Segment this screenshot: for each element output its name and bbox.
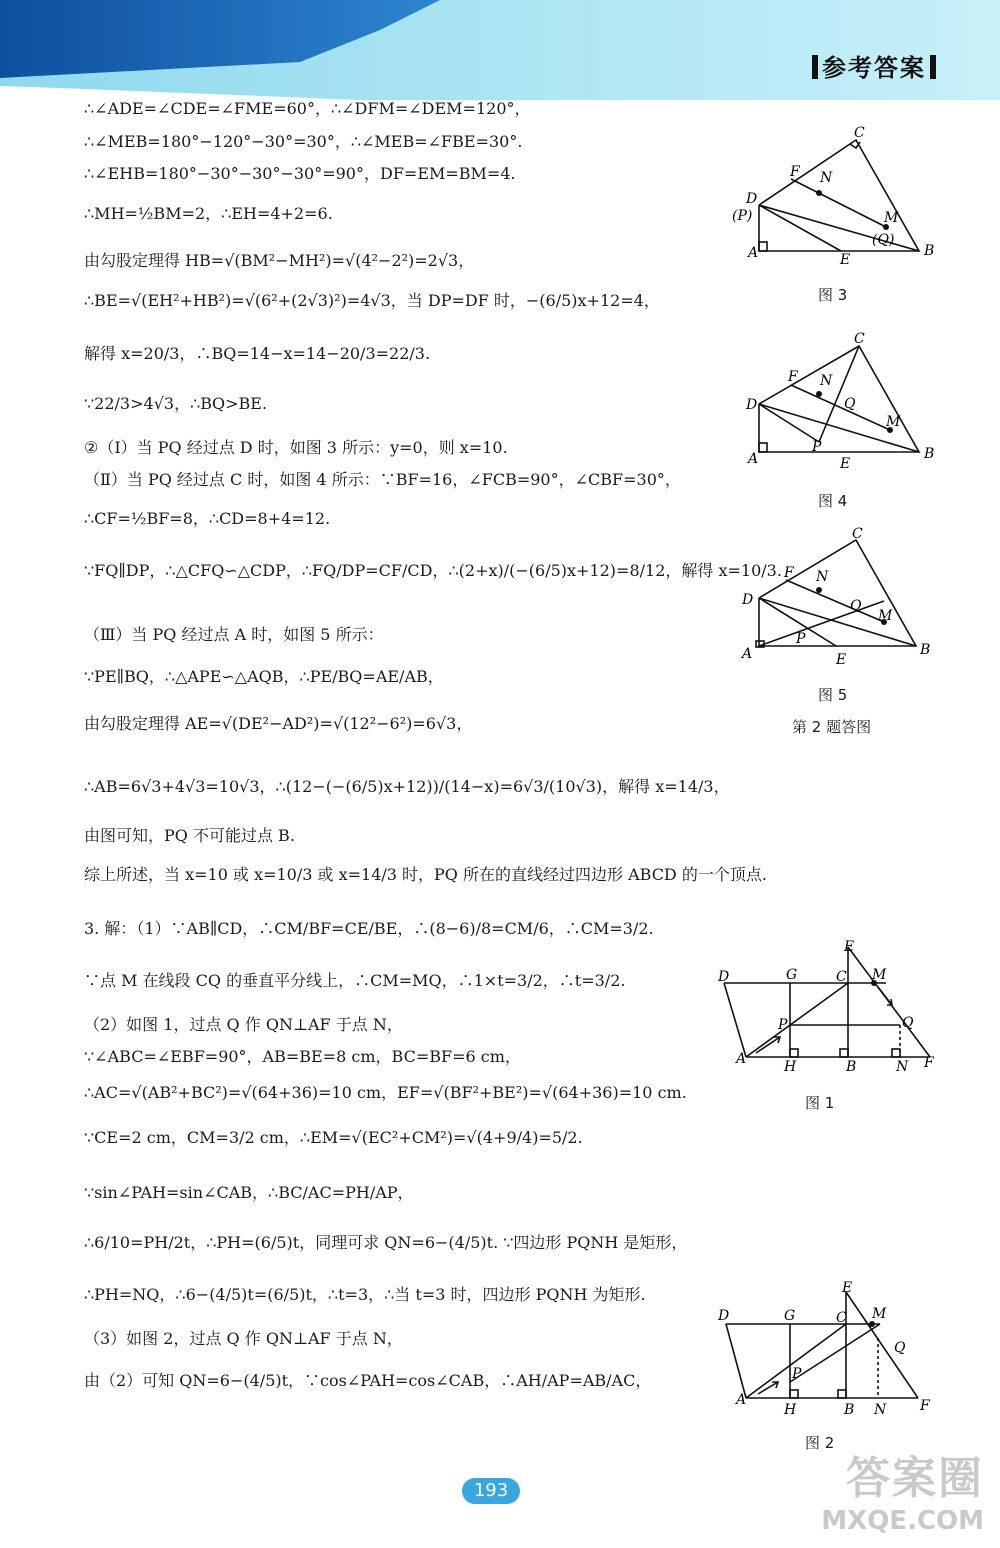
solution-line: ∴∠ADE=∠CDE=∠FME=60°，∴∠DFM=∠DEM=120°， (84, 99, 531, 118)
figure-5 (726, 522, 946, 672)
label: B (920, 642, 931, 658)
label: C (836, 969, 847, 985)
solution-line: ∴AB=6√3+4√3=10√3，∴(12−(−(6/5)x+12))/(14−x)=6√3/(10√3)，解得 x=14/3， (84, 777, 730, 796)
label: M (872, 1306, 887, 1322)
label: N (820, 373, 833, 389)
label: E (842, 1280, 853, 1296)
solution-line: ∵点 M 在线段 CQ 的垂直平分线上，∴CM=MQ，∴1×t=3/2，∴t=3/2. (84, 971, 626, 990)
label: N (874, 1402, 887, 1418)
label: F (920, 1398, 930, 1414)
label: N (820, 170, 833, 186)
watermark (821, 1442, 984, 1536)
label: M (884, 210, 899, 226)
solution-line: ∵∠ABC=∠EBF=90°，AB=BE=8 cm，BC=BF=6 cm， (84, 1047, 521, 1066)
label: Q (850, 598, 862, 614)
solution-line: （Ⅲ）当 PQ 经过点 A 时，如图 5 所示： (84, 625, 384, 644)
solution-line: ∴AC=√(AB²+BC²)=√(64+36)=10 cm，EF=√(BF²+BE²)=√(64+36)=10 cm. (84, 1083, 687, 1102)
solution-line: 综上所述，当 x=10 或 x=10/3 或 x=14/3 时，PQ 所在的直线经过四边形 ABCD 的一个顶点. (84, 865, 767, 884)
solution-line: ∴BE=√(EH²+HB²)=√(6²+(2√3)²)=4√3，当 DP=DF 时，−(6/5)x+12=4， (84, 291, 660, 310)
label: G (786, 967, 798, 983)
label: A (736, 1051, 747, 1067)
label: M (878, 608, 893, 624)
label: E (840, 252, 851, 268)
label: (P) (732, 208, 753, 224)
label: E (840, 456, 851, 472)
solution-line: ∴PH=NQ，∴6−(4/5)t=(6/5)t，∴t=3，∴当 t=3 时，四边形 PQNH 为矩形. (84, 1285, 646, 1304)
solution-line: （2）如图 1，过点 Q 作 QN⊥AF 于点 N， (84, 1015, 403, 1034)
solution-line: ∴∠MEB=180°−120°−30°=30°，∴∠MEB=∠FBE=30°. (84, 132, 523, 151)
label: E (844, 939, 855, 955)
solution-line: ∵CE=2 cm，CM=3/2 cm，∴EM=√(EC²+CM²)=√(4+9/4)=5/2. (84, 1128, 583, 1147)
figure-2 (712, 1278, 952, 1423)
solution-line: （3）如图 2，过点 Q 作 QN⊥AF 于点 N， (84, 1329, 403, 1348)
label: P (812, 439, 822, 455)
solution-line: ∴CF=½BF=8，∴CD=8+4=12. (84, 509, 331, 528)
label: G (784, 1308, 796, 1324)
label: A (742, 646, 753, 662)
page-number: 193 (462, 1478, 520, 1504)
label: F (788, 369, 798, 385)
solution-line: ∵FQ∥DP，∴△CFQ∽△CDP，∴FQ/DP=CF/CD，∴(2+x)/(−(6/5)x+12)=8/12，解得 x=10/3. (84, 561, 782, 580)
label: D (718, 969, 730, 985)
label: P (792, 1366, 802, 1382)
label: F (924, 1055, 934, 1071)
label: H (784, 1059, 797, 1075)
solution-line: 3. 解：（1）∵AB∥CD，∴CM/BF=CE/BE，∴(8−6)/8=CM/6，∴CM=3/2. (84, 919, 654, 938)
label: F (790, 164, 800, 180)
solution-line: ∴∠EHB=180°−30°−30°−30°=90°，DF=EM=BM=4. (84, 164, 516, 183)
solution-line: 由勾股定理得 AE=√(DE²−AD²)=√(12²−6²)=6√3， (84, 714, 473, 733)
label: A (736, 1392, 747, 1408)
label: D (746, 397, 758, 413)
label: C (836, 1310, 847, 1326)
label: C (854, 125, 865, 141)
solution-line: ∵22/3>4√3，∴BQ>BE. (84, 394, 268, 413)
label: Q (894, 1340, 906, 1356)
label: H (784, 1402, 797, 1418)
label: D (742, 592, 754, 608)
label: A (748, 451, 759, 467)
figure-5-caption: 图 5 (818, 686, 848, 704)
label: E (836, 652, 847, 668)
solution-line: 由（2）可知 QN=6−(4/5)t，∵cos∠PAH=cos∠CAB，∴AH/AP=AB/AC， (84, 1371, 652, 1390)
watermark-title: 答案圈 (846, 1453, 984, 1504)
figure-1-caption: 图 1 (805, 1094, 835, 1112)
label: D (746, 191, 758, 207)
solution-line: ∴6/10=PH/2t，∴PH=(6/5)t，同理可求 QN=6−(4/5)t. ∵四边形 PQNH 是矩形， (84, 1233, 688, 1252)
solution-line: 解得 x=20/3，∴BQ=14−x=14−20/3=22/3. (84, 344, 431, 363)
solution-line: 由勾股定理得 HB=√(BM²−MH²)=√(4²−2²)=2√3， (84, 251, 475, 270)
watermark-url: MXQE.COM (821, 1506, 984, 1536)
label: C (852, 526, 863, 542)
label: N (816, 569, 829, 585)
label: B (924, 446, 935, 462)
label: B (846, 1059, 857, 1075)
label: B (844, 1402, 855, 1418)
figure-4-caption: 图 4 (818, 492, 848, 510)
solution-line: ∵sin∠PAH=sin∠CAB，∴BC/AC=PH/AP， (84, 1183, 414, 1202)
solution-line: （Ⅱ）当 PQ 经过点 C 时，如图 4 所示：∵BF=16，∠FCB=90°，∠CBF=30°， (84, 470, 681, 489)
label: M (872, 967, 887, 983)
label: (Q) (872, 232, 895, 248)
label: D (718, 1308, 730, 1324)
figure-3 (726, 122, 946, 272)
figure-1 (712, 935, 952, 1080)
figure-3-caption: 图 3 (818, 286, 848, 304)
label: Q (902, 1015, 914, 1031)
solution-line: ∵PE∥BQ，∴△APE∽△AQB，∴PE/BQ=AE/AB， (84, 667, 444, 686)
label: F (784, 565, 794, 581)
label: B (924, 243, 935, 259)
figure-2-caption: 图 2 (805, 1434, 835, 1452)
label: N (896, 1059, 909, 1075)
solution-line: ∴MH=½BM=2，∴EH=4+2=6. (84, 204, 333, 223)
label: A (748, 245, 759, 261)
label: M (886, 414, 901, 430)
label: P (796, 631, 806, 647)
label: C (854, 331, 865, 347)
label: P (778, 1017, 788, 1033)
section-label: 参考答案 (808, 48, 940, 83)
solution-line: ②（Ⅰ）当 PQ 经过点 D 时，如图 3 所示：y=0，则 x=10. (84, 438, 508, 457)
figure-group-caption: 第 2 题答图 (792, 718, 872, 736)
solution-line: 由图可知，PQ 不可能过点 B. (84, 826, 295, 845)
figure-4 (726, 328, 946, 478)
label: Q (844, 396, 856, 412)
